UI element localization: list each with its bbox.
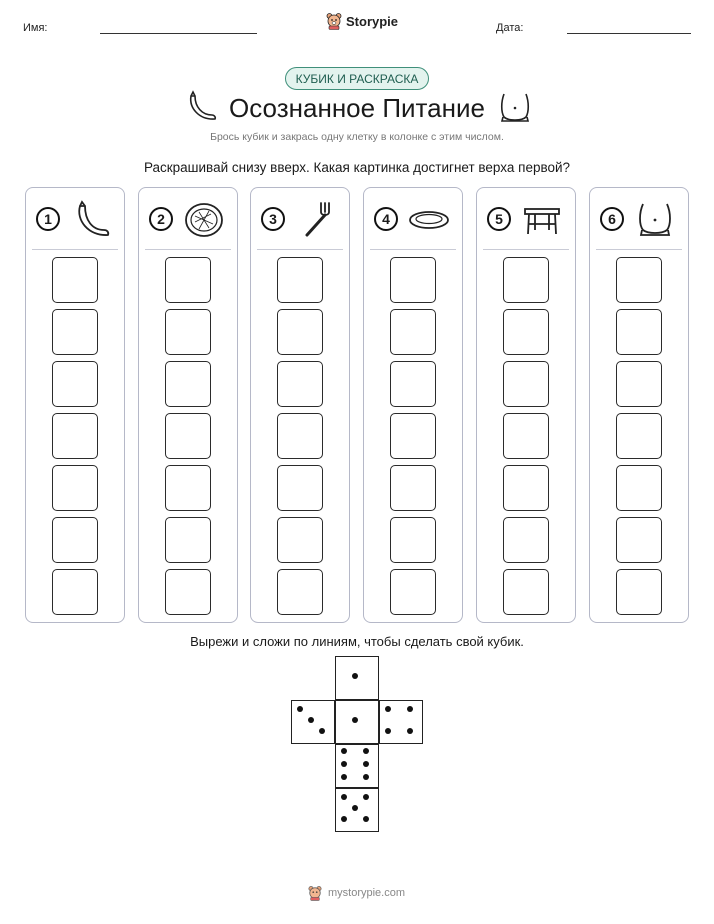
column-5 (476, 187, 576, 623)
dice-pip (363, 761, 369, 767)
instruction: Раскрашивай снизу вверх. Какая картинка достигнет верха первой? (143, 160, 571, 175)
coloring-cell[interactable] (52, 465, 98, 511)
dice-pip (385, 706, 391, 712)
dice-face-5 (335, 788, 379, 832)
column-number: 2 (149, 207, 173, 231)
coloring-cell[interactable] (390, 465, 436, 511)
column-divider (596, 249, 682, 250)
column-number: 5 (487, 207, 511, 231)
column-number: 1 (36, 207, 60, 231)
column-divider (370, 249, 456, 250)
dice-pip (352, 673, 358, 679)
coloring-cell[interactable] (52, 309, 98, 355)
fork-icon (295, 200, 337, 240)
coloring-cell[interactable] (503, 569, 549, 615)
column-header (477, 188, 575, 250)
dice-pip (341, 774, 347, 780)
dice-pip (363, 794, 369, 800)
coloring-cell[interactable] (52, 569, 98, 615)
coloring-cell[interactable] (390, 517, 436, 563)
dice-pip (308, 717, 314, 723)
coloring-cell[interactable] (616, 361, 662, 407)
column-header (590, 188, 688, 250)
column-header (251, 188, 349, 250)
column-number: 4 (374, 207, 398, 231)
coloring-cell[interactable] (52, 413, 98, 459)
brand-name: Storypie (346, 13, 399, 29)
column-4 (363, 187, 463, 623)
category-badge: КУБИК И РАСКРАСКА (285, 67, 429, 90)
banana-icon (70, 200, 112, 240)
coloring-cell[interactable] (277, 309, 323, 355)
coloring-cell[interactable] (165, 257, 211, 303)
dice-pip (341, 748, 347, 754)
column-2 (138, 187, 238, 623)
date-label: Дата: (496, 22, 524, 34)
brand-logo (326, 12, 398, 30)
page-title: Осознанное Питание (229, 93, 485, 123)
coloring-cell[interactable] (503, 413, 549, 459)
coloring-cell[interactable] (503, 361, 549, 407)
coloring-cell[interactable] (390, 309, 436, 355)
belly-icon (498, 90, 532, 124)
dice-face-1 (335, 656, 379, 700)
coloring-cell[interactable] (52, 517, 98, 563)
coloring-cell[interactable] (503, 517, 549, 563)
coloring-cell[interactable] (52, 257, 98, 303)
coloring-cell[interactable] (616, 257, 662, 303)
column-1 (25, 187, 125, 623)
date-line[interactable] (567, 33, 691, 34)
column-3 (250, 187, 350, 623)
coloring-cell[interactable] (616, 517, 662, 563)
dice-face-6 (335, 744, 379, 788)
column-header (26, 188, 124, 250)
dice-face-1-center (335, 700, 379, 744)
coloring-cell[interactable] (277, 569, 323, 615)
coloring-cell[interactable] (52, 361, 98, 407)
coloring-cell[interactable] (165, 569, 211, 615)
footer-url: mystorypie.com (328, 887, 406, 899)
coloring-cell[interactable] (390, 257, 436, 303)
column-divider (483, 249, 569, 250)
dice-pip (341, 761, 347, 767)
dice-pip (407, 706, 413, 712)
dice-pip (363, 774, 369, 780)
coloring-cell[interactable] (616, 569, 662, 615)
column-number: 3 (261, 207, 285, 231)
dice-pip (297, 706, 303, 712)
coloring-cell[interactable] (503, 465, 549, 511)
coloring-cell[interactable] (277, 361, 323, 407)
belly-icon (634, 200, 676, 240)
subtitle: Брось кубик и закрась одну клетку в колонке с этим числом. (210, 131, 504, 143)
dice-pip (363, 748, 369, 754)
dice-pip (319, 728, 325, 734)
coloring-cell[interactable] (277, 517, 323, 563)
name-label: Имя: (23, 22, 48, 34)
cut-instruction: Вырежи и сложи по линиям, чтобы сделать свой кубик. (190, 634, 524, 649)
column-6 (589, 187, 689, 623)
dice-pip (352, 717, 358, 723)
name-line[interactable] (100, 33, 257, 34)
dice-pip (407, 728, 413, 734)
coloring-cell[interactable] (503, 257, 549, 303)
coloring-cell[interactable] (390, 413, 436, 459)
column-number: 6 (600, 207, 624, 231)
dice-pip (341, 816, 347, 822)
pie-icon (183, 200, 225, 240)
coloring-cell[interactable] (165, 465, 211, 511)
coloring-cell[interactable] (616, 465, 662, 511)
coloring-cell[interactable] (165, 309, 211, 355)
column-header (139, 188, 237, 250)
coloring-cell[interactable] (503, 309, 549, 355)
dice-pip (341, 794, 347, 800)
stool-icon (521, 200, 563, 240)
dice-face-3 (291, 700, 335, 744)
coloring-cell[interactable] (277, 413, 323, 459)
coloring-cell[interactable] (277, 257, 323, 303)
bear-logo-icon (308, 885, 322, 901)
dice-face-4 (379, 700, 423, 744)
coloring-cell[interactable] (277, 465, 323, 511)
coloring-cell[interactable] (165, 413, 211, 459)
column-divider (32, 249, 118, 250)
coloring-cell[interactable] (390, 569, 436, 615)
coloring-cell[interactable] (390, 361, 436, 407)
coloring-cell[interactable] (616, 309, 662, 355)
column-divider (145, 249, 231, 250)
bear-logo-icon (326, 12, 342, 30)
plate-icon (408, 200, 450, 240)
dice-pip (385, 728, 391, 734)
coloring-cell[interactable] (616, 413, 662, 459)
footer (308, 885, 405, 901)
coloring-cell[interactable] (165, 517, 211, 563)
column-header (364, 188, 462, 250)
dice-pip (363, 816, 369, 822)
dice-pip (352, 805, 358, 811)
coloring-cell[interactable] (165, 361, 211, 407)
column-divider (257, 249, 343, 250)
